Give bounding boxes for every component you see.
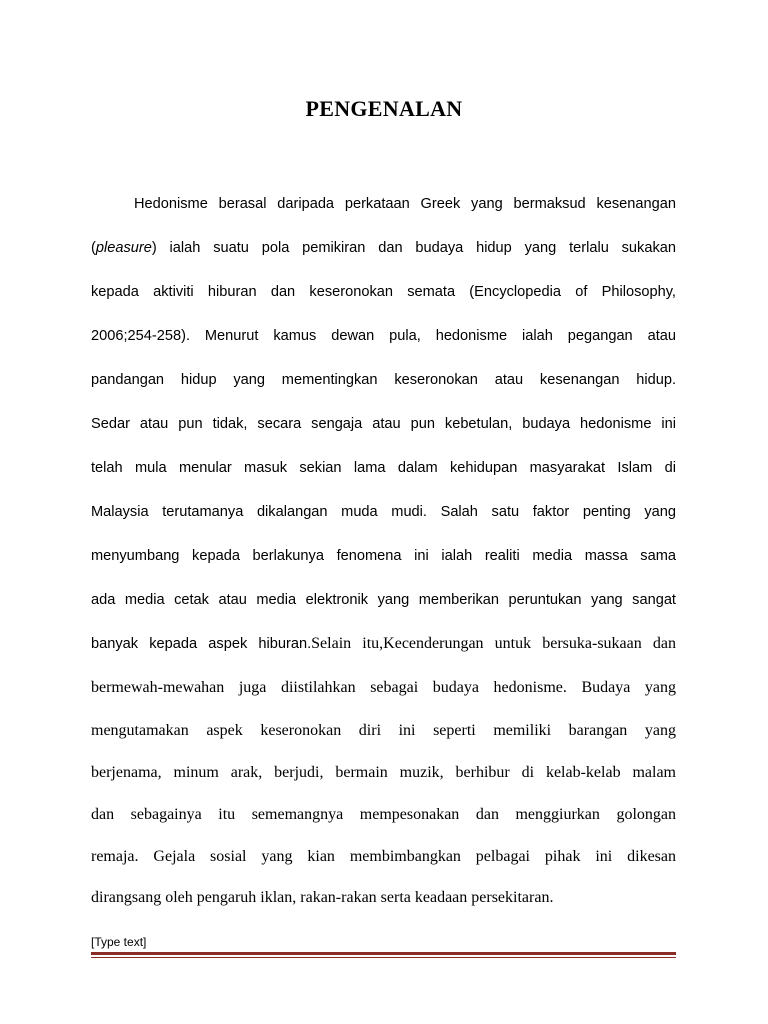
paragraph-line: mengutamakan aspek keseronokan diri ini seperti memiliki barangan yang [91,722,676,739]
paragraph-line: kepada aktiviti hiburan dan keseronokan semata (Encyclopedia of Philosophy, [91,284,676,300]
paragraph-line: remaja. Gejala sosial yang kian membimbangkan pelbagai pihak ini dikesan [91,848,676,865]
paragraph-line: 2006;254-258). Menurut kamus dewan pula, hedonisme ialah pegangan atau [91,328,676,344]
footer-rule-thin [91,957,676,958]
paragraph-line: dirangsang oleh pengaruh iklan, rakan-rakan serta keadaan persekitaran. [91,889,554,906]
paragraph-line: (pleasure) ialah suatu pola pemikiran dan budaya hidup yang terlalu sukakan [91,240,676,256]
paragraph-line: Sedar atau pun tidak, secara sengaja atau pun kebetulan, budaya hedonisme ini [91,416,676,432]
paragraph-line: dan sebagainya itu sememangnya mempesonakan dan menggiurkan golongan [91,806,676,823]
footer-rule-thick [91,952,676,955]
paragraph-line: ada media cetak atau media elektronik yang memberikan peruntukan yang sangat [91,592,676,608]
paragraph-line: berjenama, minum arak, berjudi, bermain muzik, berhibur di kelab-kelab malam [91,764,676,781]
footer-placeholder[interactable]: [Type text] [91,935,147,949]
italic-term: pleasure [95,240,152,256]
document-title: PENGENALAN [305,96,463,121]
paragraph-line: banyak kepada aspek hiburan.Selain itu,Kecenderungan untuk bersuka-sukaan dan [91,635,676,652]
paragraph-line: menyumbang kepada berlakunya fenomena ini ialah realiti media massa sama [91,548,676,564]
paragraph-line: pandangan hidup yang mementingkan keseronokan atau kesenangan hidup. [91,372,676,388]
paragraph-line: telah mula menular masuk sekian lama dalam kehidupan masyarakat Islam di [91,460,676,476]
paragraph-line: bermewah-mewahan juga diistilahkan sebagai budaya hedonisme. Budaya yang [91,679,676,696]
paragraph-line: Hedonisme berasal daripada perkataan Greek yang bermaksud kesenangan [134,196,676,212]
paragraph-line: Malaysia terutamanya dikalangan muda mudi. Salah satu faktor penting yang [91,504,676,520]
